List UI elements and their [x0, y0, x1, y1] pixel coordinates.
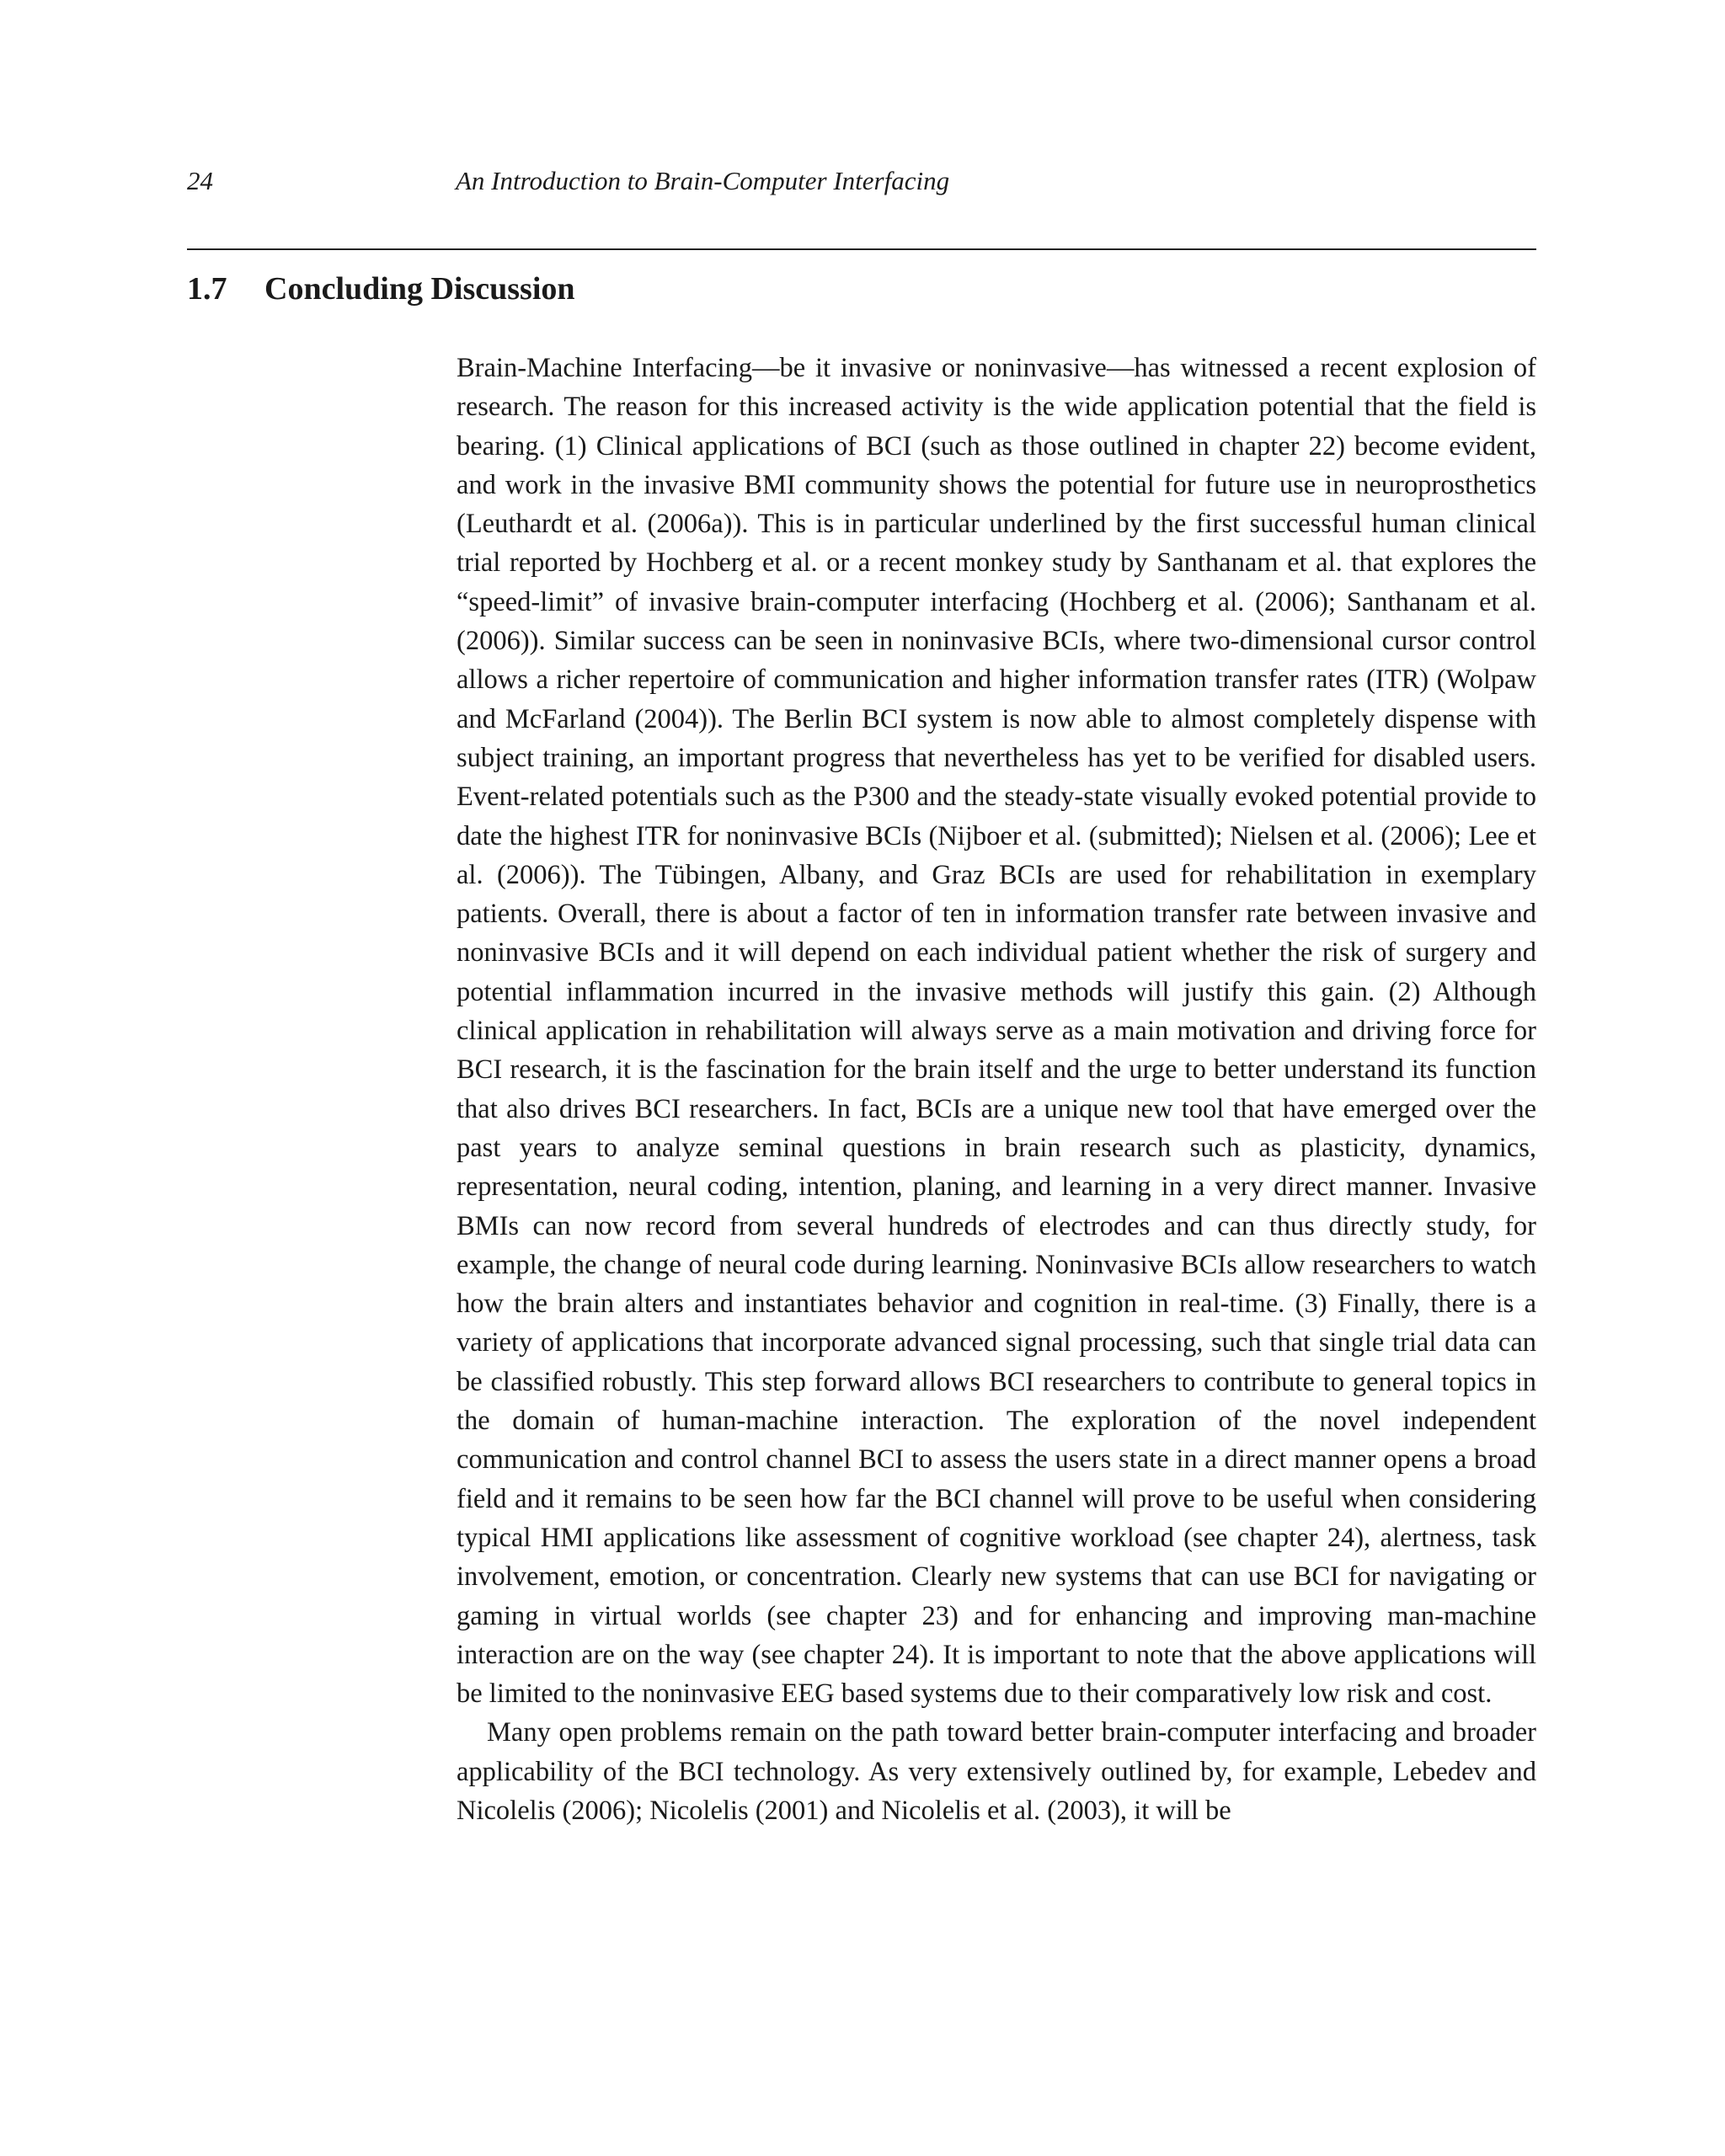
running-head-title: An Introduction to Brain-Computer Interfacing — [456, 166, 950, 195]
section-title: Concluding Discussion — [264, 271, 575, 307]
paragraph-1: Brain-Machine Interfacing—be it invasive or noninvasive—has witnessed a recent explosion of research. The reason for this increased activity is the wide application potential that the field is bearing. (1) Clinical applications of BCI (such as those outlined in chapter 22) become evident, and work in the invasive BMI community shows the potential for future use in neuroprosthetics (Leuthardt et al. (2006a)). This is in particular underlined by the first successful human clinical trial reported by Hochberg et al. or a recent monkey study by Santhanam et al. that explores the “speed-limit” of invasive brain-computer interfacing (Hochberg et al. (2006); Santhanam et al. (2006)). Similar success can be seen in noninvasive BCIs, where two-dimensional cursor control allows a richer repertoire of communication and higher information transfer rates (ITR) (Wolpaw and McFarland (2004)). The Berlin BCI system is now able to almost completely dispense with subject training, an important progress that nevertheless has yet to be verified for disabled users. Event-related potentials such as the P300 and the steady-state visually evoked potential provide to date the highest ITR for noninvasive BCIs (Nijboer et al. (submitted); Nielsen et al. (2006); Lee et al. (2006)). The Tübingen, Albany, and Graz BCIs are used for rehabilitation in exemplary patients. Overall, there is about a factor of ten in information transfer rate between invasive and noninvasive BCIs and it will depend on each individual patient whether the risk of surgery and potential inflammation incurred in the invasive methods will justify this gain. (2) Although clinical application in rehabilitation will always serve as a main motivation and driving force for BCI research, it is the fascination for the brain itself and the urge to better understand its function that also drives BCI researchers. In fact, BCIs are a unique new tool that have emerged over the past years to analyze seminal questions in brain research such as plasticity, dynamics, representation, neural coding, intention, planing, and learning in a very direct manner. Invasive BMIs can now record from several hundreds of electrodes and can thus directly study, for example, the change of neural code during learning. Noninvasive BCIs allow researchers to watch how the brain alters and instantiates behavior and cognition in real-time. (3) Finally, there is a variety of applications that incorporate advanced signal processing, such that single trial data can be classified robustly. This step forward allows BCI researchers to contribute to general topics in the domain of human-machine interaction. The exploration of the novel independent communication and control channel BCI to assess the users state in a direct manner opens a broad field and it remains to be seen how far the BCI channel will prove to be useful when considering typical HMI applications like assessment of cognitive workload (see chapter 24), alertness, task involvement, emotion, or concentration. Clearly new systems that can use BCI for navigating or gaming in virtual worlds (see chapter 23) and for enhancing and improving man-machine interaction are on the way (see chapter 24). It is important to note that the above applications will be limited to the noninvasive EEG based systems due to their comparatively low risk and cost. — [457, 353, 1536, 1710]
paragraph-2: Many open problems remain on the path toward better brain-computer interfacing and broader applicability of the BCI technology. As very extensively outlined by, for example, Lebedev and Nicolelis (2006); Nicolelis (2001) and Nicolelis et al. (2003), it will be — [457, 1717, 1536, 1826]
section-heading — [187, 268, 575, 310]
running-head — [187, 163, 1536, 200]
header-rule — [187, 248, 1536, 250]
body-text — [457, 349, 1536, 1830]
page-number: 24 — [187, 166, 213, 195]
section-number: 1.7 — [187, 271, 227, 307]
